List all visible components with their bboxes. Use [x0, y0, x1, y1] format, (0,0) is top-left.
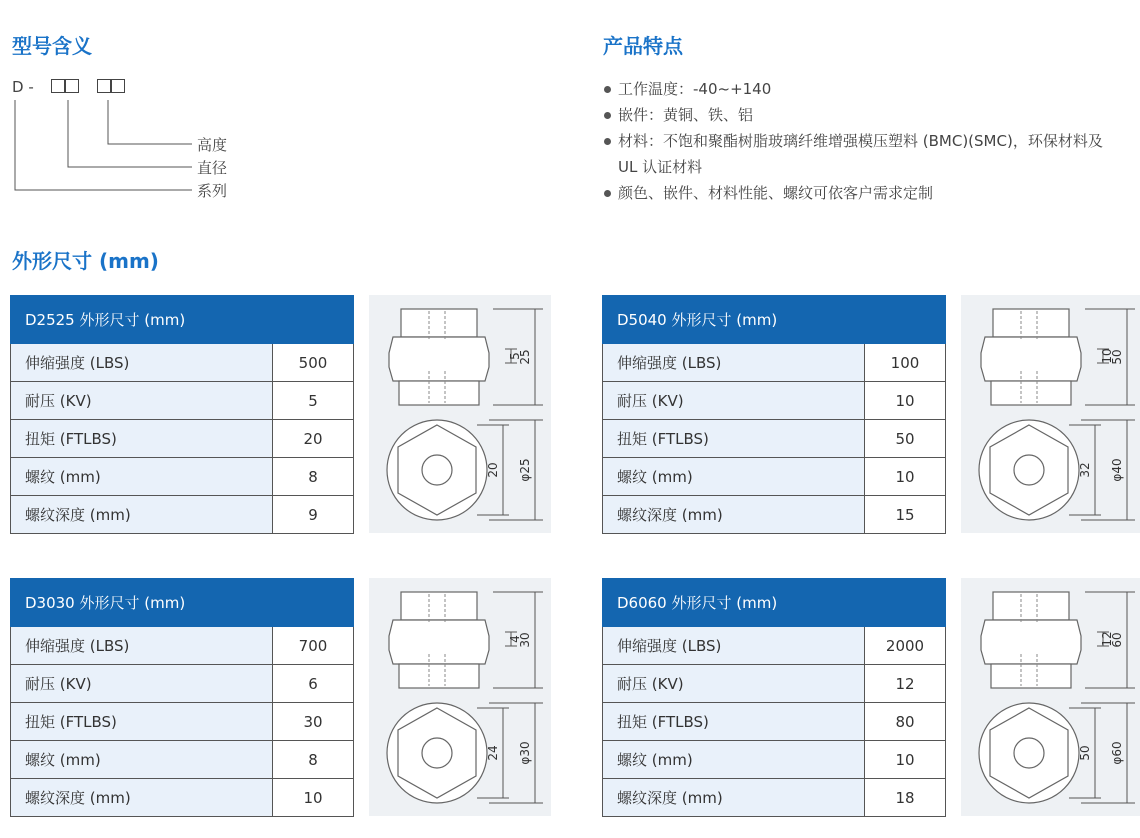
- spec-label: 伸缩强度 (LBS): [603, 344, 865, 382]
- insulator-drawing-svg: [961, 578, 1140, 816]
- spec-value: 10: [273, 779, 354, 817]
- table-row: [603, 420, 946, 458]
- insulator-drawing-svg: [369, 295, 551, 533]
- table-row: [11, 420, 354, 458]
- body-shape: [389, 337, 489, 381]
- legend-series: 系列: [197, 182, 228, 200]
- dim-diameter-label: φ40: [1110, 458, 1124, 482]
- table-row: [11, 779, 354, 817]
- table-row: [603, 627, 946, 665]
- dim-insert-label: 10: [1100, 348, 1114, 364]
- spec-label: 伸缩强度 (LBS): [11, 344, 273, 382]
- spec-value: 2000: [865, 627, 946, 665]
- spec-value: 8: [273, 741, 354, 779]
- table-row: [603, 496, 946, 534]
- thread-hole-shape: [1014, 738, 1044, 768]
- feature-item: 材料：不饱和聚酯树脂玻璃纤维增强模压塑料 (BMC)(SMC)，环保材料及 UL 认证材料: [604, 128, 1124, 180]
- spec-label: 螺纹 (mm): [11, 741, 273, 779]
- spec-table: [602, 295, 946, 534]
- top-cap-shape: [993, 592, 1069, 620]
- model-code-prefix: D -: [12, 78, 34, 96]
- spec-value: 10: [865, 741, 946, 779]
- legend-height: 高度: [197, 136, 228, 154]
- insulator-drawing: [369, 578, 551, 816]
- spec-value: 700: [273, 627, 354, 665]
- top-cap-shape: [993, 309, 1069, 337]
- table-row: [11, 344, 354, 382]
- spec-value: 9: [273, 496, 354, 534]
- thread-hole-shape: [422, 455, 452, 485]
- bottom-cap-shape: [399, 381, 479, 405]
- dim-height-label: 30: [518, 632, 532, 648]
- dim-diameter-label: φ30: [518, 741, 532, 765]
- spec-table-title: D2525 外形尺寸 (mm): [11, 296, 354, 344]
- dim-diameter-label: φ25: [518, 458, 532, 482]
- spec-table: [602, 578, 946, 817]
- thread-hole-shape: [422, 738, 452, 768]
- dim-height-label: 25: [518, 349, 532, 365]
- insulator-drawing: [961, 295, 1140, 533]
- dim-flat-label: 20: [486, 462, 500, 478]
- model-code-leader-lines: [0, 0, 240, 210]
- dimensions-heading: 外形尺寸 (mm): [12, 249, 159, 273]
- dim-insert-label: 4: [508, 635, 522, 643]
- spec-table: [10, 578, 354, 817]
- spec-value: 15: [865, 496, 946, 534]
- spec-value: 20: [273, 420, 354, 458]
- model-meaning-heading: 型号含义: [12, 34, 92, 58]
- bottom-cap-shape: [991, 381, 1071, 405]
- insulator-drawing-svg: [961, 295, 1140, 533]
- body-shape: [981, 337, 1081, 381]
- spec-value: 6: [273, 665, 354, 703]
- table-row: [603, 665, 946, 703]
- spec-value: 500: [273, 344, 354, 382]
- body-shape: [389, 620, 489, 664]
- spec-label: 耐压 (KV): [11, 665, 273, 703]
- table-row: [11, 627, 354, 665]
- table-row: [11, 703, 354, 741]
- table-row: [603, 741, 946, 779]
- features-heading: 产品特点: [603, 34, 683, 58]
- table-row: [11, 496, 354, 534]
- legend-diameter: 直径: [197, 159, 228, 177]
- body-shape: [981, 620, 1081, 664]
- spec-value: 12: [865, 665, 946, 703]
- thread-hole-shape: [1014, 455, 1044, 485]
- spec-value: 18: [865, 779, 946, 817]
- dim-insert-label: 5: [508, 352, 522, 360]
- table-row: [603, 344, 946, 382]
- top-cap-shape: [401, 592, 477, 620]
- bottom-cap-shape: [399, 664, 479, 688]
- dim-height-label: 60: [1110, 632, 1124, 648]
- table-row: [11, 741, 354, 779]
- spec-value: 10: [865, 382, 946, 420]
- feature-item: 工作温度：-40~+140: [604, 76, 1124, 102]
- dim-insert-label: 12: [1100, 631, 1114, 647]
- dim-flat-label: 32: [1078, 462, 1092, 478]
- dim-height-label: 50: [1110, 349, 1124, 365]
- insulator-drawing: [961, 578, 1140, 816]
- spec-label: 螺纹 (mm): [603, 458, 865, 496]
- spec-label: 扭矩 (FTLBS): [603, 420, 865, 458]
- dim-flat-label: 50: [1078, 745, 1092, 761]
- spec-label: 伸缩强度 (LBS): [11, 627, 273, 665]
- spec-label: 扭矩 (FTLBS): [11, 420, 273, 458]
- spec-value: 5: [273, 382, 354, 420]
- spec-label: 螺纹深度 (mm): [603, 779, 865, 817]
- spec-table-title: D5040 外形尺寸 (mm): [603, 296, 946, 344]
- feature-item: 嵌件：黄铜、铁、铝: [604, 102, 1124, 128]
- insulator-drawing-svg: [369, 578, 551, 816]
- feature-item: 颜色、嵌件、材料性能、螺纹可依客户需求定制: [604, 180, 1124, 206]
- spec-label: 螺纹 (mm): [11, 458, 273, 496]
- dim-diameter-label: φ60: [1110, 741, 1124, 765]
- spec-label: 螺纹深度 (mm): [11, 779, 273, 817]
- spec-table-title: D6060 外形尺寸 (mm): [603, 579, 946, 627]
- bottom-cap-shape: [991, 664, 1071, 688]
- spec-label: 螺纹深度 (mm): [603, 496, 865, 534]
- spec-value: 100: [865, 344, 946, 382]
- spec-value: 8: [273, 458, 354, 496]
- spec-value: 30: [273, 703, 354, 741]
- table-row: [11, 382, 354, 420]
- top-cap-shape: [401, 309, 477, 337]
- insulator-drawing: [369, 295, 551, 533]
- table-row: [603, 458, 946, 496]
- spec-label: 螺纹深度 (mm): [11, 496, 273, 534]
- spec-table-title: D3030 外形尺寸 (mm): [11, 579, 354, 627]
- spec-label: 伸缩强度 (LBS): [603, 627, 865, 665]
- table-row: [603, 703, 946, 741]
- spec-label: 耐压 (KV): [603, 665, 865, 703]
- table-row: [603, 382, 946, 420]
- spec-label: 螺纹 (mm): [603, 741, 865, 779]
- dim-flat-label: 24: [486, 745, 500, 761]
- table-row: [11, 458, 354, 496]
- table-row: [11, 665, 354, 703]
- spec-value: 10: [865, 458, 946, 496]
- spec-label: 耐压 (KV): [603, 382, 865, 420]
- features-list: [604, 76, 1124, 206]
- table-row: [603, 779, 946, 817]
- spec-value: 50: [865, 420, 946, 458]
- spec-table: [10, 295, 354, 534]
- spec-label: 扭矩 (FTLBS): [11, 703, 273, 741]
- spec-label: 扭矩 (FTLBS): [603, 703, 865, 741]
- spec-label: 耐压 (KV): [11, 382, 273, 420]
- spec-value: 80: [865, 703, 946, 741]
